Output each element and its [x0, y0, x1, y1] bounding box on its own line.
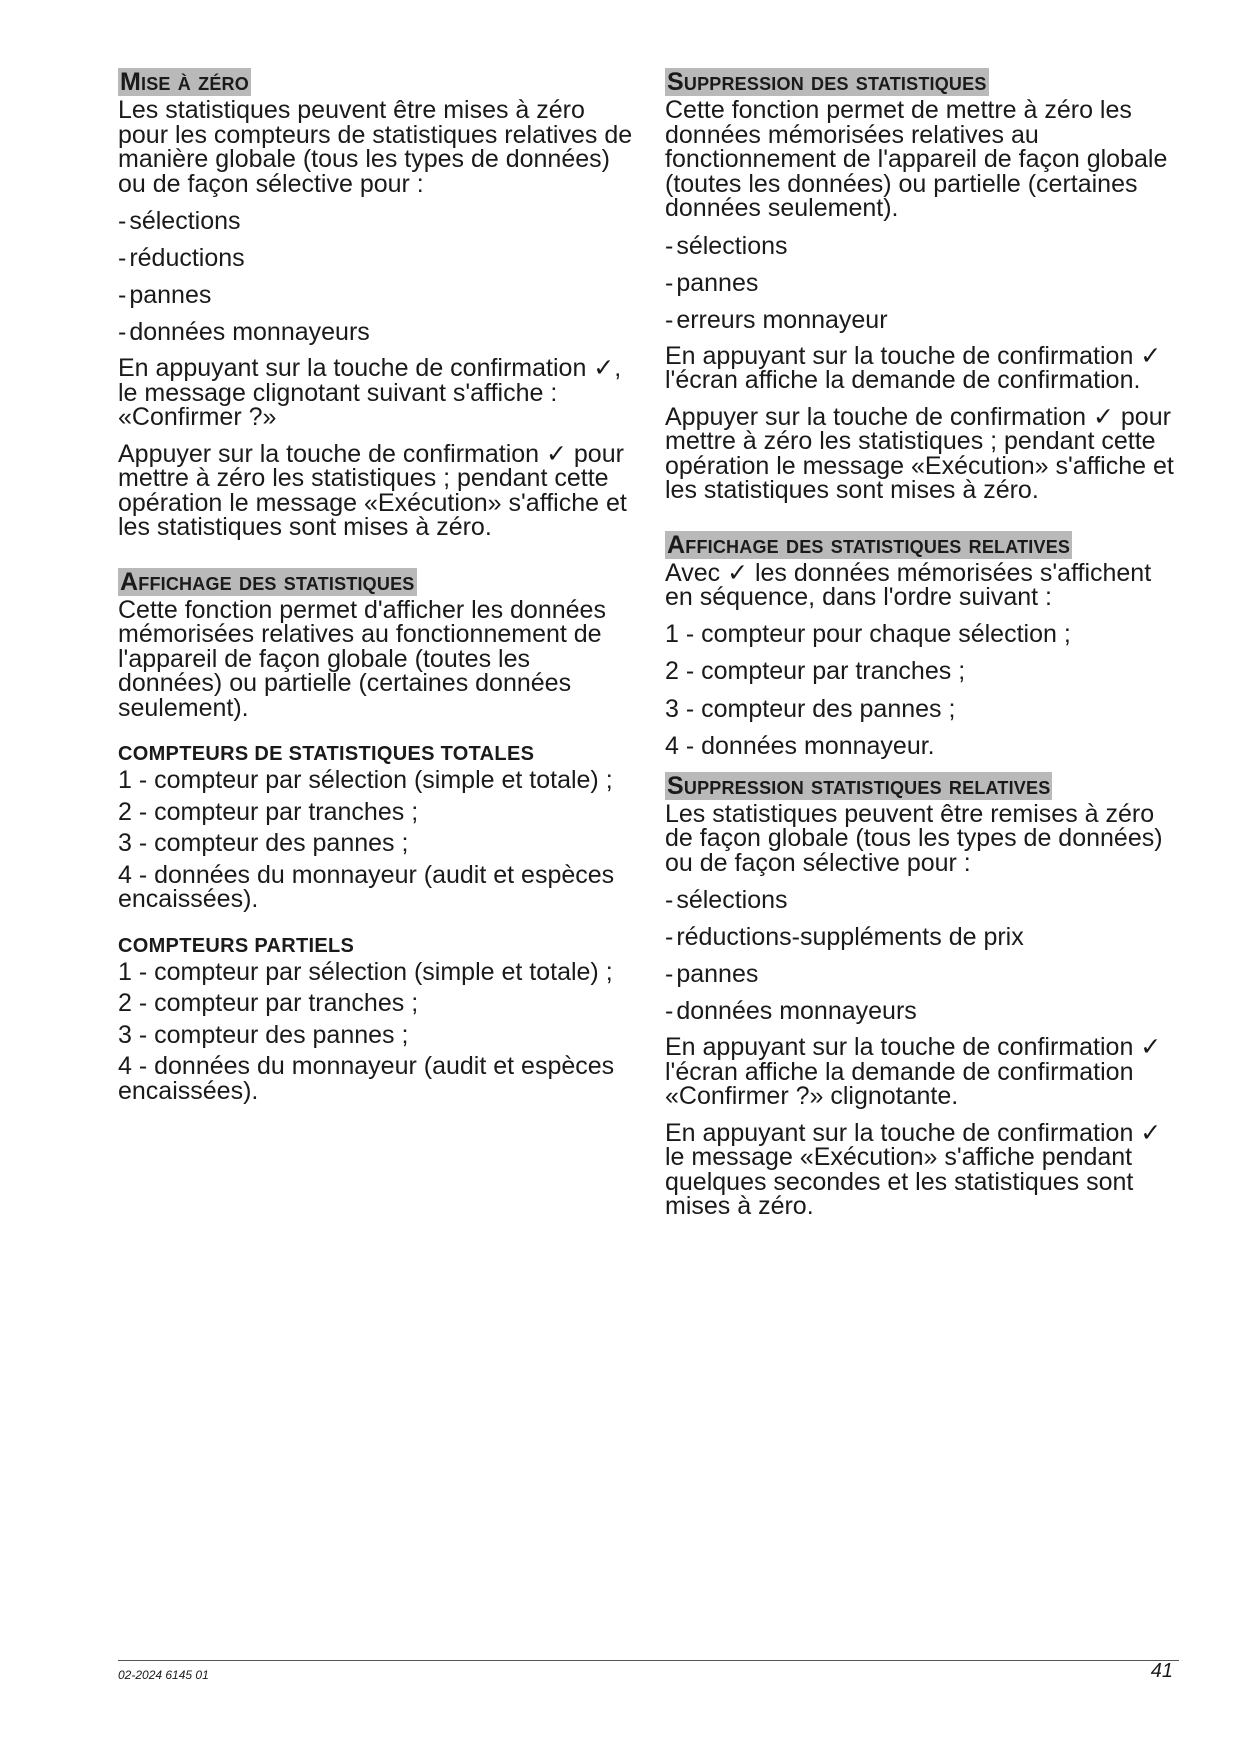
section-mise-a-zero: [118, 68, 638, 540]
dash-list: [665, 233, 1185, 334]
list-item: 2 - compteur par tranches ;: [118, 797, 419, 826]
list-item: 1 - compteur par sélection (simple et totale) ;: [118, 766, 613, 794]
section-affichage-statistiques-relatives: [665, 531, 1185, 759]
paragraph: Appuyer sur la touche de confirmation ✓ pour mettre à zéro les statistiques ; pendant cette opération le message «Exécution» s'affiche et les statistiques sont mises à zéro.: [665, 402, 1174, 504]
dash-list: [665, 887, 1185, 1025]
list-item: - données monnayeurs: [118, 319, 638, 346]
section-heading: Affichage des statistiques relatives: [667, 530, 1071, 559]
list-item: 3 - compteur des pannes ;: [665, 694, 956, 723]
footer-divider: [118, 1660, 1179, 1661]
dash-list: [118, 208, 638, 346]
list-item: - pannes: [665, 270, 1185, 297]
list-item: 2 - compteur par tranches ;: [118, 989, 419, 1017]
paragraph: Appuyer sur la touche de confirmation ✓ pour mettre à zéro les statistiques ; pendant cette opération le message «Exécution» s'affiche et les statistiques sont mises à zéro.: [118, 439, 627, 541]
page-number: 41: [1150, 1660, 1173, 1682]
numbered-list: [118, 768, 638, 912]
section-suppression-statistiques: [665, 68, 1185, 503]
subheading: COMPTEURS DE STATISTIQUES TOTALES: [118, 743, 535, 765]
paragraph: Avec ✓ les données mémorisées s'affichent en séquence, dans l'ordre suivant :: [665, 558, 1152, 611]
document-code: 02-2024 6145 01: [118, 1668, 209, 1682]
section-heading: Suppression statistiques relatives: [667, 771, 1051, 800]
section-heading: Suppression des statistiques: [667, 68, 987, 96]
list-item: - réductions-suppléments de prix: [665, 924, 1185, 951]
list-item: - réductions: [118, 245, 638, 272]
list-item: - pannes: [665, 961, 1185, 988]
list-item: - sélections: [665, 233, 1185, 260]
list-item: - sélections: [118, 208, 638, 235]
paragraph: Cette fonction permet de mettre à zéro les données mémorisées relatives au fonctionnement de l'appareil de façon globale (toutes les données) ou partielle (certaines données seulement).: [665, 96, 1168, 222]
list-item: 2 - compteur par tranches ;: [665, 657, 966, 685]
paragraph: En appuyant sur la touche de confirmation ✓, le message clignotant suivant s'affiche : «Confirmer ?»: [118, 354, 622, 431]
paragraph: Les statistiques peuvent être remises à zéro de façon globale (tous les types de données) ou de façon sélective pour :: [665, 799, 1163, 877]
list-item: 1 - compteur par sélection (simple et totale) ;: [118, 957, 613, 986]
list-item: 4 - données monnayeur.: [665, 732, 935, 760]
list-item: - sélections: [665, 887, 1185, 914]
list-item: - erreurs monnayeur: [665, 307, 1185, 334]
list-item: 3 - compteur des pannes ;: [118, 829, 409, 857]
section-heading: Mise à zéro: [120, 68, 249, 96]
numbered-list: [118, 957, 638, 1105]
list-item: 1 - compteur pour chaque sélection ;: [665, 619, 1071, 648]
list-item: - pannes: [118, 282, 638, 309]
paragraph: En appuyant sur la touche de confirmation ✓ le message «Exécution» s'affiche pendant quelques secondes et les statistiques sont mises à zéro.: [665, 1118, 1162, 1220]
section-heading: Affichage des statistiques: [120, 567, 415, 596]
section-affichage-statistiques: [118, 568, 638, 1104]
list-item: 4 - données du monnayeur (audit et espèces encaissées).: [118, 860, 615, 913]
paragraph: En appuyant sur la touche de confirmation ✓ l'écran affiche la demande de confirmation «Confirmer ?» clignotante.: [665, 1033, 1162, 1110]
numbered-list: [665, 619, 1185, 760]
paragraph: En appuyant sur la touche de confirmation ✓ l'écran affiche la demande de confirmation.: [665, 341, 1162, 394]
paragraph: Les statistiques peuvent être mises à zéro pour les compteurs de statistiques relatives de manière globale (tous les types de données) ou de façon sélective pour :: [118, 96, 633, 198]
paragraph: Cette fonction permet d'afficher les données mémorisées relatives au fonctionnement de l'appareil de façon globale (toutes les données) ou partielle (certaines données seulement).: [118, 595, 606, 722]
list-item: 3 - compteur des pannes ;: [118, 1020, 409, 1049]
right-column: [665, 68, 1185, 1231]
list-item: - données monnayeurs: [665, 998, 1185, 1025]
left-column: [118, 68, 638, 1113]
list-item: 4 - données du monnayeur (audit et espèces encaissées).: [118, 1052, 615, 1105]
subheading: COMPTEURS PARTIELS: [118, 934, 355, 957]
section-suppression-statistiques-relatives: [665, 772, 1185, 1219]
